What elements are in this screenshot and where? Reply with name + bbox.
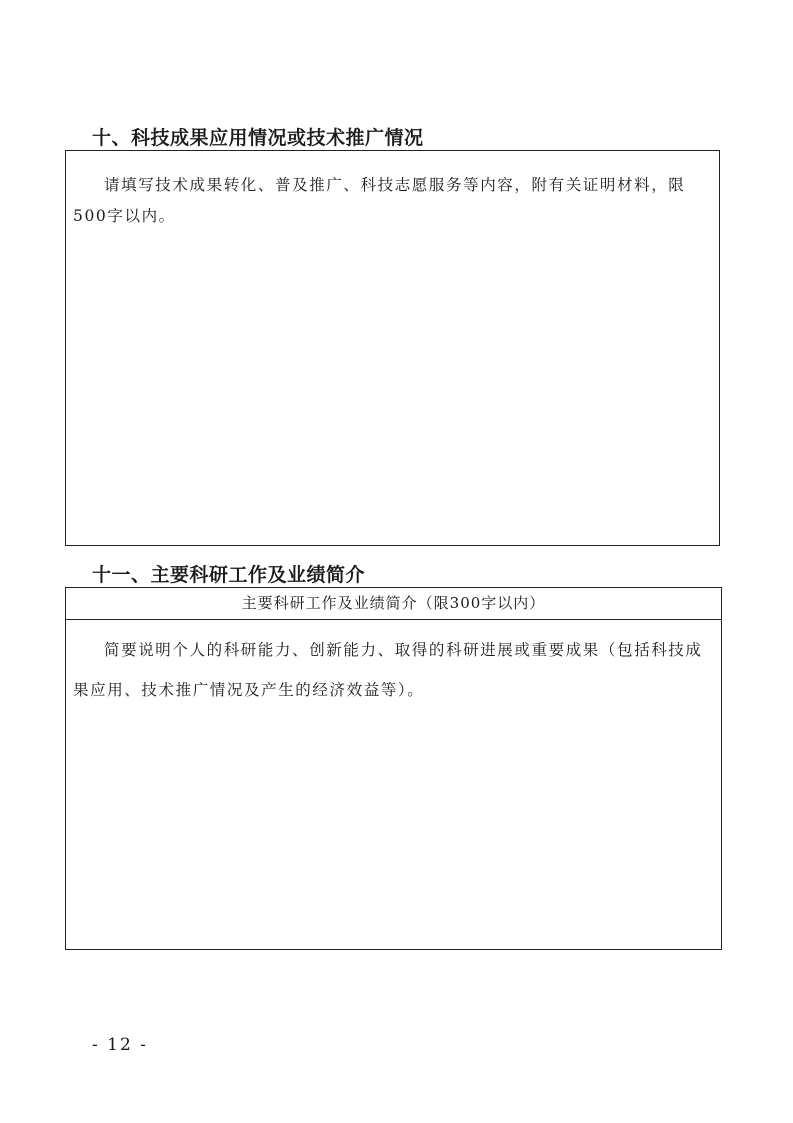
section-10-instruction: 请填写技术成果转化、普及推广、科技志愿服务等内容，附有关证明材料，限500字以内。	[73, 176, 686, 225]
section-11-field[interactable]	[65, 587, 722, 950]
section-10-field[interactable]	[65, 150, 720, 546]
section-11-box-header: 主要科研工作及业绩简介（限300字以内）	[66, 588, 721, 620]
page-number: - 12 -	[92, 1035, 148, 1055]
section-10-heading: 十、科技成果应用情况或技术推广情况	[92, 127, 424, 149]
section-11-instruction: 简要说明个人的科研能力、创新能力、取得的科研进展或重要成果（包括科技成果应用、技术推广情况及产生的经济效益等）。	[73, 641, 703, 699]
section-11-heading: 十一、主要科研工作及业绩简介	[92, 564, 366, 586]
